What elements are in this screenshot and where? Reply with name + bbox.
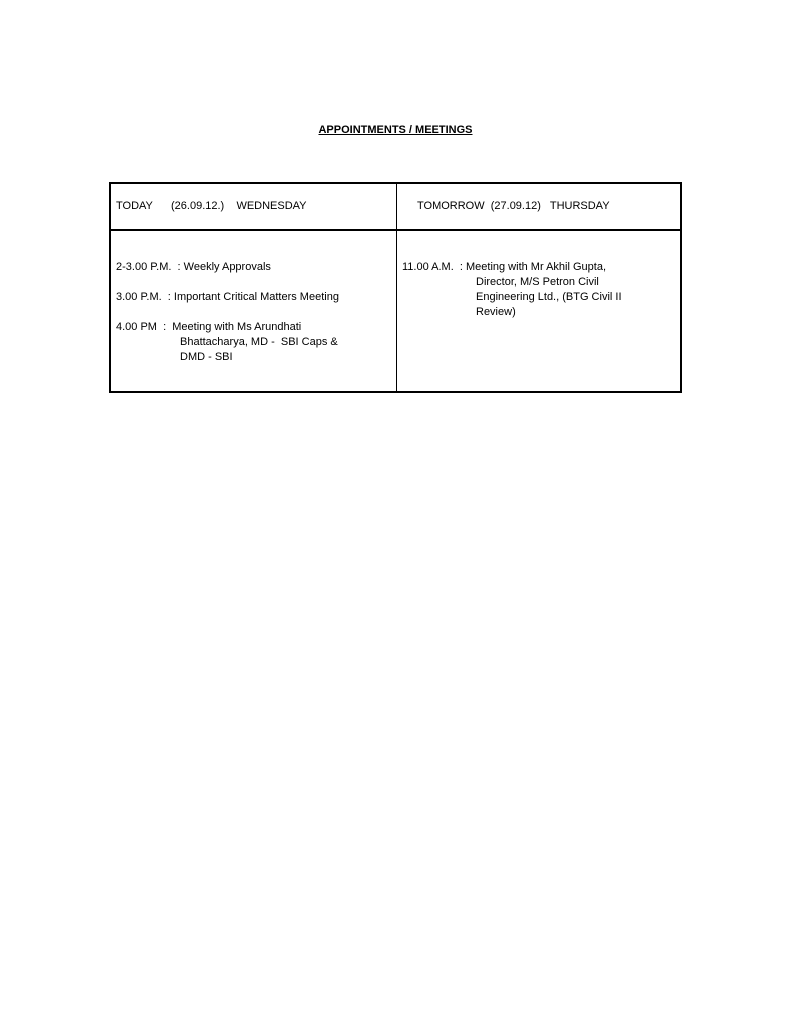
appointment-entry <box>116 260 394 275</box>
tomorrow-appointments <box>402 260 680 335</box>
appointment-entry <box>116 290 394 305</box>
appointment-line: 2-3.00 P.M. : Weekly Approvals <box>116 261 271 273</box>
page-title-text: APPOINTMENTS / MEETINGS <box>318 124 473 136</box>
today-header: TODAY (26.09.12.) WEDNESDAY <box>116 200 307 212</box>
header-divider <box>111 229 680 231</box>
appointment-line: 4.00 PM : Meeting with Ms Arundhati <box>116 321 302 333</box>
appointment-continuation: Bhattacharya, MD - SBI Caps & DMD - SBI <box>180 336 338 363</box>
column-divider <box>396 184 397 391</box>
today-appointments <box>116 260 394 380</box>
page-title <box>0 123 791 137</box>
appointment-entry <box>116 320 394 365</box>
appointment-continuation: Director, M/S Petron Civil Engineering Ltd., (BTG Civil II Review) <box>476 276 622 318</box>
schedule-table <box>109 182 682 393</box>
appointment-line: 3.00 P.M. : Important Critical Matters Meeting <box>116 291 339 303</box>
appointment-line: 11.00 A.M. : Meeting with Mr Akhil Gupta, <box>402 261 606 273</box>
appointment-entry <box>402 260 680 320</box>
tomorrow-header: TOMORROW (27.09.12) THURSDAY <box>417 200 610 212</box>
